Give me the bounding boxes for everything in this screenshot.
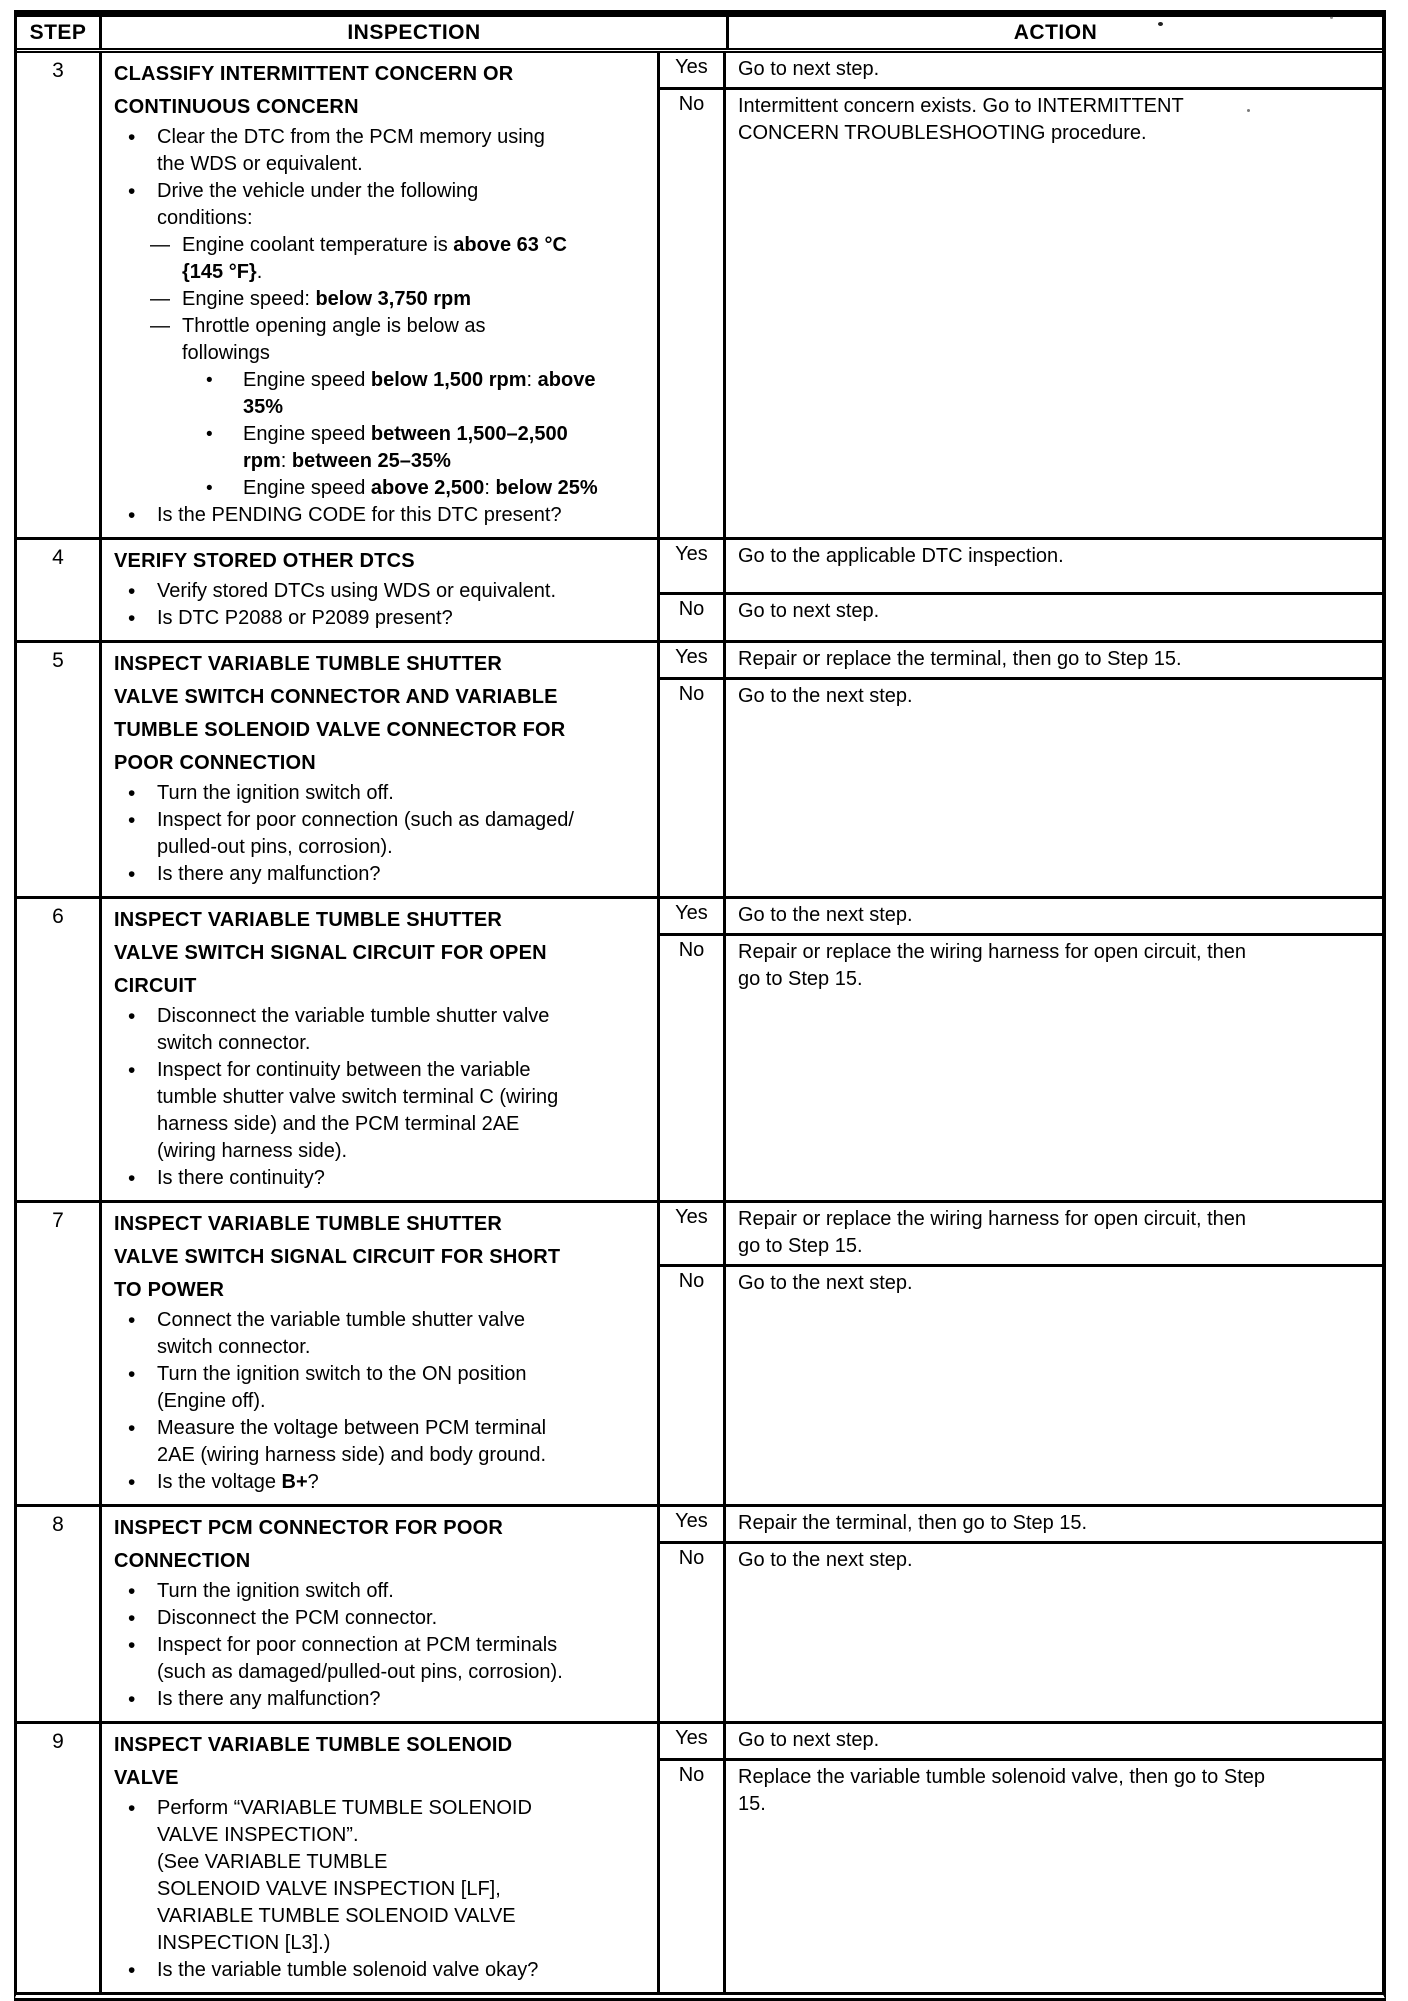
inspection-item bbox=[114, 367, 649, 421]
action-subrow bbox=[660, 1507, 1382, 1541]
text-line: TUMBLE SOLENOID VALVE CONNECTOR FOR bbox=[114, 719, 566, 741]
text-line bbox=[243, 421, 649, 448]
actions-cell bbox=[660, 899, 1382, 1200]
text-line: Throttle opening angle is below as bbox=[182, 315, 486, 337]
text-line: Intermittent concern exists. Go to INTERMITTENT bbox=[738, 95, 1184, 117]
text: : bbox=[280, 450, 292, 472]
text-line: Turn the ignition switch to the ON position bbox=[157, 1363, 527, 1385]
inspection-item bbox=[114, 1849, 649, 1957]
text-line: Drive the vehicle under the following bbox=[157, 180, 479, 202]
scan-artifact bbox=[1158, 22, 1163, 26]
step-number: 8 bbox=[17, 1507, 102, 1721]
inspection-item bbox=[114, 421, 649, 475]
text-line: Verify stored DTCs using WDS or equivalent. bbox=[157, 580, 557, 602]
action-subrow bbox=[660, 1758, 1382, 1992]
item-text bbox=[157, 1361, 649, 1415]
text-line: CONTINUOUS CONCERN bbox=[114, 96, 359, 118]
bullet-icon: • bbox=[206, 424, 213, 445]
table-row bbox=[17, 53, 1382, 537]
header-inspection: INSPECTION bbox=[102, 17, 729, 48]
inspection-cell bbox=[102, 643, 660, 896]
actions-cell bbox=[660, 540, 1382, 640]
item-text bbox=[157, 605, 649, 632]
item-text bbox=[157, 1165, 649, 1192]
header-action: ACTION bbox=[1013, 21, 1098, 44]
actions-cell bbox=[660, 1203, 1382, 1504]
text-line: Disconnect the variable tumble shutter valve bbox=[157, 1005, 550, 1027]
bullet-icon: • bbox=[128, 1607, 136, 1630]
inspection-cell bbox=[102, 540, 660, 640]
text-line bbox=[243, 367, 649, 394]
text: Engine speed bbox=[243, 423, 371, 445]
text-line: Repair or replace the wiring harness for open circuit, then bbox=[738, 941, 1247, 963]
text-line: TO POWER bbox=[114, 1279, 225, 1301]
text-line: harness side) and the PCM terminal 2AE bbox=[157, 1113, 520, 1135]
text-line: INSPECT VARIABLE TUMBLE SHUTTER bbox=[114, 909, 503, 931]
text-line: Repair or replace the wiring harness for open circuit, then bbox=[738, 1208, 1247, 1230]
text-line: Turn the ignition switch off. bbox=[157, 1580, 394, 1602]
inspection-title bbox=[114, 648, 649, 780]
text-line: followings bbox=[182, 342, 270, 364]
action-cell bbox=[726, 1761, 1382, 1992]
text-line: Connect the variable tumble shutter valve bbox=[157, 1309, 525, 1331]
inspection-cell bbox=[102, 1203, 660, 1504]
text-line: Perform “VARIABLE TUMBLE SOLENOID bbox=[157, 1797, 532, 1819]
answer-cell: Yes bbox=[660, 899, 726, 933]
inspection-item bbox=[114, 1165, 649, 1192]
bullet-icon: • bbox=[128, 1309, 136, 1332]
text-line: Go to next step. bbox=[738, 600, 880, 622]
text-line: Replace the variable tumble solenoid valve, then go to Step bbox=[738, 1766, 1266, 1788]
bold-text: above 2,500 bbox=[370, 477, 485, 499]
text-line: Is there any malfunction? bbox=[157, 1688, 381, 1710]
bold-text: rpm bbox=[243, 450, 281, 472]
item-text bbox=[157, 1849, 649, 1957]
bullet-icon: • bbox=[128, 1417, 136, 1440]
troubleshooting-table bbox=[14, 10, 1386, 2001]
bullet-icon: • bbox=[128, 863, 136, 886]
inspection-item bbox=[114, 1469, 649, 1496]
text-line: VERIFY STORED OTHER DTCS bbox=[114, 550, 415, 572]
item-text bbox=[157, 1057, 649, 1165]
bullet-icon: • bbox=[128, 1363, 136, 1386]
action-cell bbox=[726, 936, 1382, 1200]
answer-cell: No bbox=[660, 936, 726, 1200]
inspection-title bbox=[114, 1208, 649, 1307]
bold-text: below 25% bbox=[495, 477, 598, 499]
text-line bbox=[157, 1469, 649, 1496]
inspection-item bbox=[114, 807, 649, 861]
bold-text: {145 °F} bbox=[182, 261, 257, 283]
action-cell bbox=[726, 899, 1382, 933]
text-line: Go to next step. bbox=[738, 1729, 880, 1751]
action-cell bbox=[726, 1724, 1382, 1758]
text-line: Go to next step. bbox=[738, 58, 880, 80]
item-text bbox=[157, 1307, 649, 1361]
item-text bbox=[157, 780, 649, 807]
inspection-item bbox=[114, 1057, 649, 1165]
text-line: CIRCUIT bbox=[114, 975, 197, 997]
inspection-item bbox=[114, 578, 649, 605]
bullet-icon: • bbox=[206, 370, 213, 391]
text-line: INSPECT VARIABLE TUMBLE SOLENOID bbox=[114, 1734, 513, 1756]
text-line: tumble shutter valve switch terminal C (wiring bbox=[157, 1086, 559, 1108]
inspection-item bbox=[114, 124, 649, 178]
header-step: STEP bbox=[17, 17, 102, 48]
bullet-icon: • bbox=[128, 180, 136, 203]
text: Engine speed bbox=[243, 477, 371, 499]
bullet-icon: • bbox=[128, 1580, 136, 1603]
item-text bbox=[157, 1632, 649, 1686]
bullet-icon: • bbox=[128, 126, 136, 149]
step-number: 9 bbox=[17, 1724, 102, 1992]
text-line: Repair or replace the terminal, then go to Step 15. bbox=[738, 648, 1182, 670]
text-line bbox=[243, 475, 649, 502]
text: : bbox=[484, 477, 496, 499]
bullet-icon: • bbox=[128, 504, 136, 527]
answer-cell: Yes bbox=[660, 53, 726, 87]
inspection-item bbox=[114, 475, 649, 502]
text-line: VALVE SWITCH SIGNAL CIRCUIT FOR SHORT bbox=[114, 1246, 561, 1268]
item-text bbox=[157, 124, 649, 178]
table-row bbox=[17, 640, 1382, 896]
inspection-item bbox=[114, 313, 649, 367]
item-text bbox=[157, 807, 649, 861]
bold-text: above 63 °C bbox=[453, 234, 567, 256]
dash-icon: — bbox=[150, 288, 170, 310]
item-text bbox=[157, 1605, 649, 1632]
inspection-cell bbox=[102, 1724, 660, 1992]
text-line: (wiring harness side). bbox=[157, 1140, 348, 1162]
text-line: go to Step 15. bbox=[738, 1235, 863, 1257]
action-subrow bbox=[660, 1541, 1382, 1721]
action-subrow bbox=[660, 1203, 1382, 1264]
inspection-cell bbox=[102, 899, 660, 1200]
text-line bbox=[243, 448, 649, 475]
inspection-title bbox=[114, 904, 649, 1003]
inspection-item bbox=[114, 605, 649, 632]
text: Is the voltage bbox=[157, 1471, 282, 1493]
action-cell bbox=[726, 1544, 1382, 1721]
inspection-item bbox=[114, 1632, 649, 1686]
item-text bbox=[157, 578, 649, 605]
inspection-item bbox=[114, 286, 649, 313]
action-cell bbox=[726, 53, 1382, 87]
item-text bbox=[157, 861, 649, 888]
inspection-item bbox=[114, 780, 649, 807]
action-cell bbox=[726, 1267, 1382, 1504]
action-subrow bbox=[660, 540, 1382, 592]
answer-cell: No bbox=[660, 1761, 726, 1992]
text-line: CONCERN TROUBLESHOOTING procedure. bbox=[738, 122, 1147, 144]
text-line: Go to the applicable DTC inspection. bbox=[738, 545, 1064, 567]
step-number: 3 bbox=[17, 53, 102, 537]
action-subrow bbox=[660, 899, 1382, 933]
answer-cell: Yes bbox=[660, 1507, 726, 1541]
text: ? bbox=[307, 1471, 319, 1493]
item-text bbox=[157, 1415, 649, 1469]
text-line: VALVE bbox=[114, 1767, 179, 1789]
text: Engine coolant temperature is bbox=[182, 234, 454, 256]
item-text bbox=[157, 1686, 649, 1713]
answer-cell: Yes bbox=[660, 540, 726, 592]
table-header-row bbox=[17, 17, 1382, 53]
action-cell bbox=[726, 680, 1382, 896]
table-row bbox=[17, 1721, 1382, 1992]
bullet-icon: • bbox=[128, 580, 136, 603]
table-row bbox=[17, 1200, 1382, 1504]
text-line: Is DTC P2088 or P2089 present? bbox=[157, 607, 453, 629]
text-line: Repair the terminal, then go to Step 15. bbox=[738, 1512, 1088, 1534]
text-line: VALVE SWITCH CONNECTOR AND VARIABLE bbox=[114, 686, 558, 708]
item-text bbox=[157, 502, 649, 529]
action-subrow bbox=[660, 1724, 1382, 1758]
text-line: switch connector. bbox=[157, 1032, 311, 1054]
text-line bbox=[182, 232, 649, 259]
text-line: the WDS or equivalent. bbox=[157, 153, 363, 175]
action-subrow bbox=[660, 677, 1382, 896]
bold-text: below 1,500 rpm bbox=[370, 369, 527, 391]
text-line: INSPECTION [L3].) bbox=[157, 1932, 331, 1954]
text-line: (See VARIABLE TUMBLE bbox=[157, 1851, 388, 1873]
text-line: Measure the voltage between PCM terminal bbox=[157, 1417, 547, 1439]
text-line bbox=[182, 286, 649, 313]
bold-text: B+ bbox=[281, 1471, 308, 1493]
inspection-cell bbox=[102, 53, 660, 537]
text-line: CLASSIFY INTERMITTENT CONCERN OR bbox=[114, 63, 514, 85]
text-line: VARIABLE TUMBLE SOLENOID VALVE bbox=[157, 1905, 516, 1927]
text-line: Is the variable tumble solenoid valve okay? bbox=[157, 1959, 539, 1981]
text-line: Go to the next step. bbox=[738, 1272, 913, 1294]
text-line: POOR CONNECTION bbox=[114, 752, 316, 774]
text-line: Inspect for poor connection at PCM terminals bbox=[157, 1634, 558, 1656]
bullet-icon: • bbox=[128, 809, 136, 832]
item-text bbox=[182, 313, 649, 367]
table-row bbox=[17, 1504, 1382, 1721]
text-line bbox=[243, 394, 649, 421]
text-line: Disconnect the PCM connector. bbox=[157, 1607, 438, 1629]
dash-icon: — bbox=[150, 315, 170, 337]
bullet-icon: • bbox=[128, 1059, 136, 1082]
actions-cell bbox=[660, 643, 1382, 896]
action-cell bbox=[726, 540, 1382, 592]
answer-cell: No bbox=[660, 1544, 726, 1721]
text-line: CONNECTION bbox=[114, 1550, 251, 1572]
bullet-icon: • bbox=[128, 1167, 136, 1190]
text: . bbox=[256, 261, 263, 283]
dash-icon: — bbox=[150, 234, 170, 256]
text-line: go to Step 15. bbox=[738, 968, 863, 990]
action-subrow bbox=[660, 933, 1382, 1200]
text-line: Is there continuity? bbox=[157, 1167, 325, 1189]
actions-cell bbox=[660, 53, 1382, 537]
bullet-icon: • bbox=[128, 1005, 136, 1028]
text-line: INSPECT VARIABLE TUMBLE SHUTTER bbox=[114, 653, 503, 675]
scan-artifact bbox=[1330, 16, 1333, 19]
text-line: switch connector. bbox=[157, 1336, 311, 1358]
step-number: 4 bbox=[17, 540, 102, 640]
bullet-icon: • bbox=[128, 1797, 136, 1820]
bullet-icon: • bbox=[128, 1959, 136, 1982]
inspection-item bbox=[114, 232, 649, 286]
bullet-icon: • bbox=[206, 478, 213, 499]
text-line bbox=[182, 259, 649, 286]
action-subrow bbox=[660, 643, 1382, 677]
bold-text: below 3,750 rpm bbox=[315, 288, 472, 310]
action-cell bbox=[726, 1203, 1382, 1264]
text-line: INSPECT PCM CONNECTOR FOR POOR bbox=[114, 1517, 503, 1539]
item-text bbox=[243, 475, 649, 502]
answer-cell: Yes bbox=[660, 1724, 726, 1758]
inspection-item bbox=[114, 1003, 649, 1057]
text-line: VALVE SWITCH SIGNAL CIRCUIT FOR OPEN bbox=[114, 942, 547, 964]
inspection-title bbox=[114, 58, 649, 124]
actions-cell bbox=[660, 1724, 1382, 1992]
text-line: pulled-out pins, corrosion). bbox=[157, 836, 393, 858]
item-text bbox=[157, 178, 649, 232]
step-number: 7 bbox=[17, 1203, 102, 1504]
inspection-item bbox=[114, 1578, 649, 1605]
inspection-item bbox=[114, 1795, 649, 1849]
bold-text: between 1,500–2,500 bbox=[370, 423, 568, 445]
answer-cell: Yes bbox=[660, 1203, 726, 1264]
text-line: Inspect for poor connection (such as damaged/ bbox=[157, 809, 574, 831]
inspection-title bbox=[114, 545, 649, 578]
inspection-cell bbox=[102, 1507, 660, 1721]
answer-cell: No bbox=[660, 90, 726, 537]
inspection-item bbox=[114, 1686, 649, 1713]
bold-text: between 25–35% bbox=[291, 450, 451, 472]
bold-text: 35% bbox=[243, 396, 284, 418]
text-line: Turn the ignition switch off. bbox=[157, 782, 394, 804]
table-row bbox=[17, 896, 1382, 1200]
text-line: conditions: bbox=[157, 207, 253, 229]
actions-cell bbox=[660, 1507, 1382, 1721]
action-subrow bbox=[660, 592, 1382, 640]
inspection-item bbox=[114, 1307, 649, 1361]
table-body bbox=[17, 53, 1382, 1992]
bullet-icon: • bbox=[128, 1471, 136, 1494]
text-line: Go to the next step. bbox=[738, 685, 913, 707]
action-subrow bbox=[660, 87, 1382, 537]
text: : bbox=[526, 369, 538, 391]
text-line: Go to the next step. bbox=[738, 904, 913, 926]
item-text bbox=[157, 1957, 649, 1984]
text-line: Is there any malfunction? bbox=[157, 863, 381, 885]
inspection-item bbox=[114, 1361, 649, 1415]
bullet-icon: • bbox=[128, 1634, 136, 1657]
item-text bbox=[157, 1003, 649, 1057]
item-text bbox=[243, 367, 649, 421]
action-subrow bbox=[660, 1264, 1382, 1504]
inspection-item bbox=[114, 502, 649, 529]
answer-cell: No bbox=[660, 680, 726, 896]
item-text bbox=[157, 1578, 649, 1605]
action-cell bbox=[726, 643, 1382, 677]
text-line: Is the PENDING CODE for this DTC present? bbox=[157, 504, 562, 526]
scan-artifact bbox=[1247, 109, 1250, 112]
inspection-title bbox=[114, 1729, 649, 1795]
answer-cell: Yes bbox=[660, 643, 726, 677]
text-line: 2AE (wiring harness side) and body ground. bbox=[157, 1444, 547, 1466]
text-line: (such as damaged/pulled-out pins, corrosion). bbox=[157, 1661, 563, 1683]
item-text bbox=[157, 1469, 649, 1496]
action-cell bbox=[726, 90, 1382, 537]
inspection-item bbox=[114, 1415, 649, 1469]
inspection-item bbox=[114, 178, 649, 232]
action-cell bbox=[726, 1507, 1382, 1541]
step-number: 6 bbox=[17, 899, 102, 1200]
item-text bbox=[182, 286, 649, 313]
bullet-icon: • bbox=[128, 1688, 136, 1711]
text-line: 15. bbox=[738, 1793, 766, 1815]
inspection-item bbox=[114, 1605, 649, 1632]
item-text bbox=[243, 421, 649, 475]
text-line: Go to the next step. bbox=[738, 1549, 913, 1571]
item-text bbox=[157, 1795, 649, 1849]
bold-text: above bbox=[537, 369, 596, 391]
item-text bbox=[182, 232, 649, 286]
text-line: VALVE INSPECTION”. bbox=[157, 1824, 359, 1846]
table-row bbox=[17, 537, 1382, 640]
action-subrow bbox=[660, 53, 1382, 87]
answer-cell: No bbox=[660, 1267, 726, 1504]
text: Engine speed bbox=[243, 369, 371, 391]
text-line: Clear the DTC from the PCM memory using bbox=[157, 126, 545, 148]
text-line: (Engine off). bbox=[157, 1390, 266, 1412]
answer-cell: No bbox=[660, 595, 726, 640]
bullet-icon: • bbox=[128, 782, 136, 805]
inspection-title bbox=[114, 1512, 649, 1578]
bullet-icon: • bbox=[128, 607, 136, 630]
text: Engine speed: bbox=[182, 288, 316, 310]
inspection-item bbox=[114, 1957, 649, 1984]
action-cell bbox=[726, 595, 1382, 640]
text-line: INSPECT VARIABLE TUMBLE SHUTTER bbox=[114, 1213, 503, 1235]
text-line: SOLENOID VALVE INSPECTION [LF], bbox=[157, 1878, 501, 1900]
inspection-item bbox=[114, 861, 649, 888]
step-number: 5 bbox=[17, 643, 102, 896]
text-line: Inspect for continuity between the variable bbox=[157, 1059, 531, 1081]
